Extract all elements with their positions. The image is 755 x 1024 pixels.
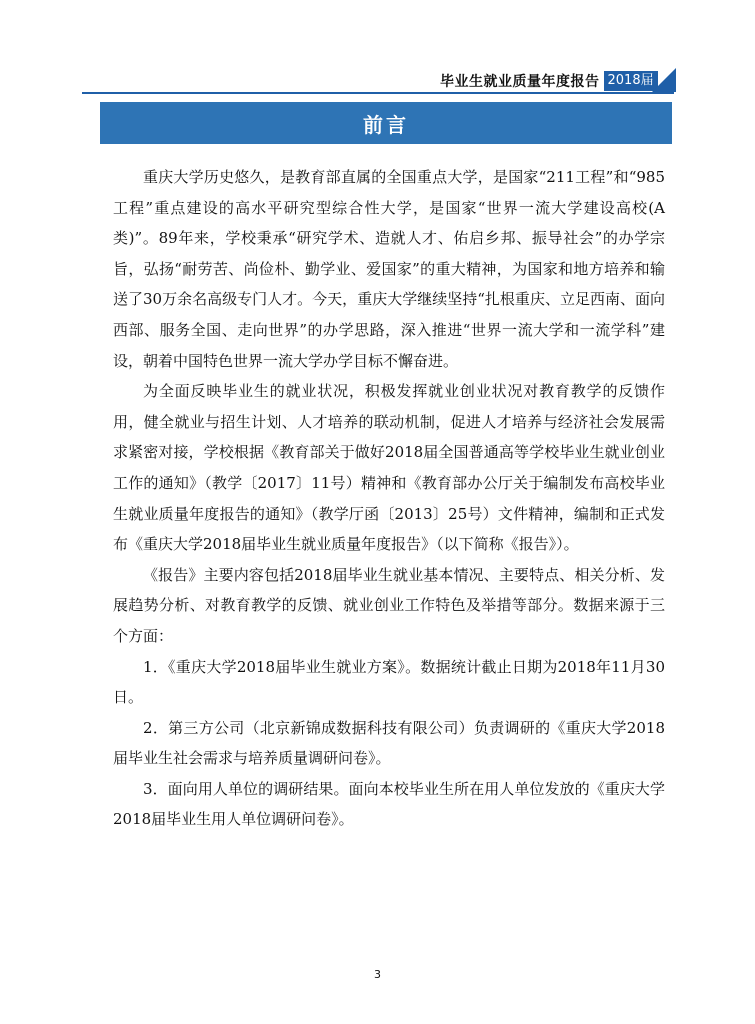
report-year-badge: 2018届 [604, 71, 658, 91]
section-title-banner [100, 102, 672, 144]
running-header [440, 70, 658, 92]
list-item-source-3: 3．面向用人单位的调研结果。面向本校毕业生所在用人单位发放的《重庆大学2018届毕业生用人单位调研问卷》。 [113, 779, 665, 829]
page-number: 3 [374, 968, 381, 981]
header-divider [82, 92, 674, 94]
paragraph-contents: 《报告》主要内容包括2018届毕业生就业基本情况、主要特点、相关分析、发展趋势分析、对教育教学的反馈、就业创业工作特色及举措等部分。数据来源于三个方面： [113, 565, 665, 645]
list-item-source-1: 1．《重庆大学2018届毕业生就业方案》。数据统计截止日期为2018年11月30日。 [113, 657, 665, 707]
header-corner-triangle-icon [652, 68, 676, 92]
report-header-title: 毕业生就业质量年度报告 [440, 74, 600, 90]
paragraph-history: 重庆大学历史悠久，是教育部直属的全国重点大学，是国家“211工程”和“985工程”重点建设的高水平研究型综合性大学，是国家“世界一流大学建设高校(A类)”。89年来，学校秉承“研究学术、造就人才、佑启乡邦、振导社会”的办学宗旨，弘扬“耐劳苦、尚俭朴、勤学业、爱国家”的重大精神，为国家和地方培养和输送了30万余名高级专门人才。今天，重庆大学继续坚持“扎根重庆、立足西南、面向西部、服务全国、走向世界”的办学思路，深入推进“世界一流大学和一流学科”建设，朝着中国特色世界一流大学办学目标不懈奋进。 [113, 168, 665, 370]
preface-body [113, 162, 665, 835]
section-title: 前言 [363, 112, 409, 137]
paragraph-purpose: 为全面反映毕业生的就业状况，积极发挥就业创业状况对教育教学的反馈作用，健全就业与招生计划、人才培养的联动机制，促进人才培养与经济社会发展需求紧密对接，学校根据《教育部关于做好2018届全国普通高等学校毕业生就业创业工作的通知》（教学〔2017〕11号）精神和《教育部办公厅关于编制发布高校毕业生就业质量年度报告的通知》（教学厅函〔2013〕25号）文件精神，编制和正式发布《重庆大学2018届毕业生就业质量年度报告》（以下简称《报告》）。 [113, 382, 665, 554]
list-item-source-2: 2．第三方公司（北京新锦成数据科技有限公司）负责调研的《重庆大学2018届毕业生社会需求与培养质量调研问卷》。 [113, 718, 665, 768]
